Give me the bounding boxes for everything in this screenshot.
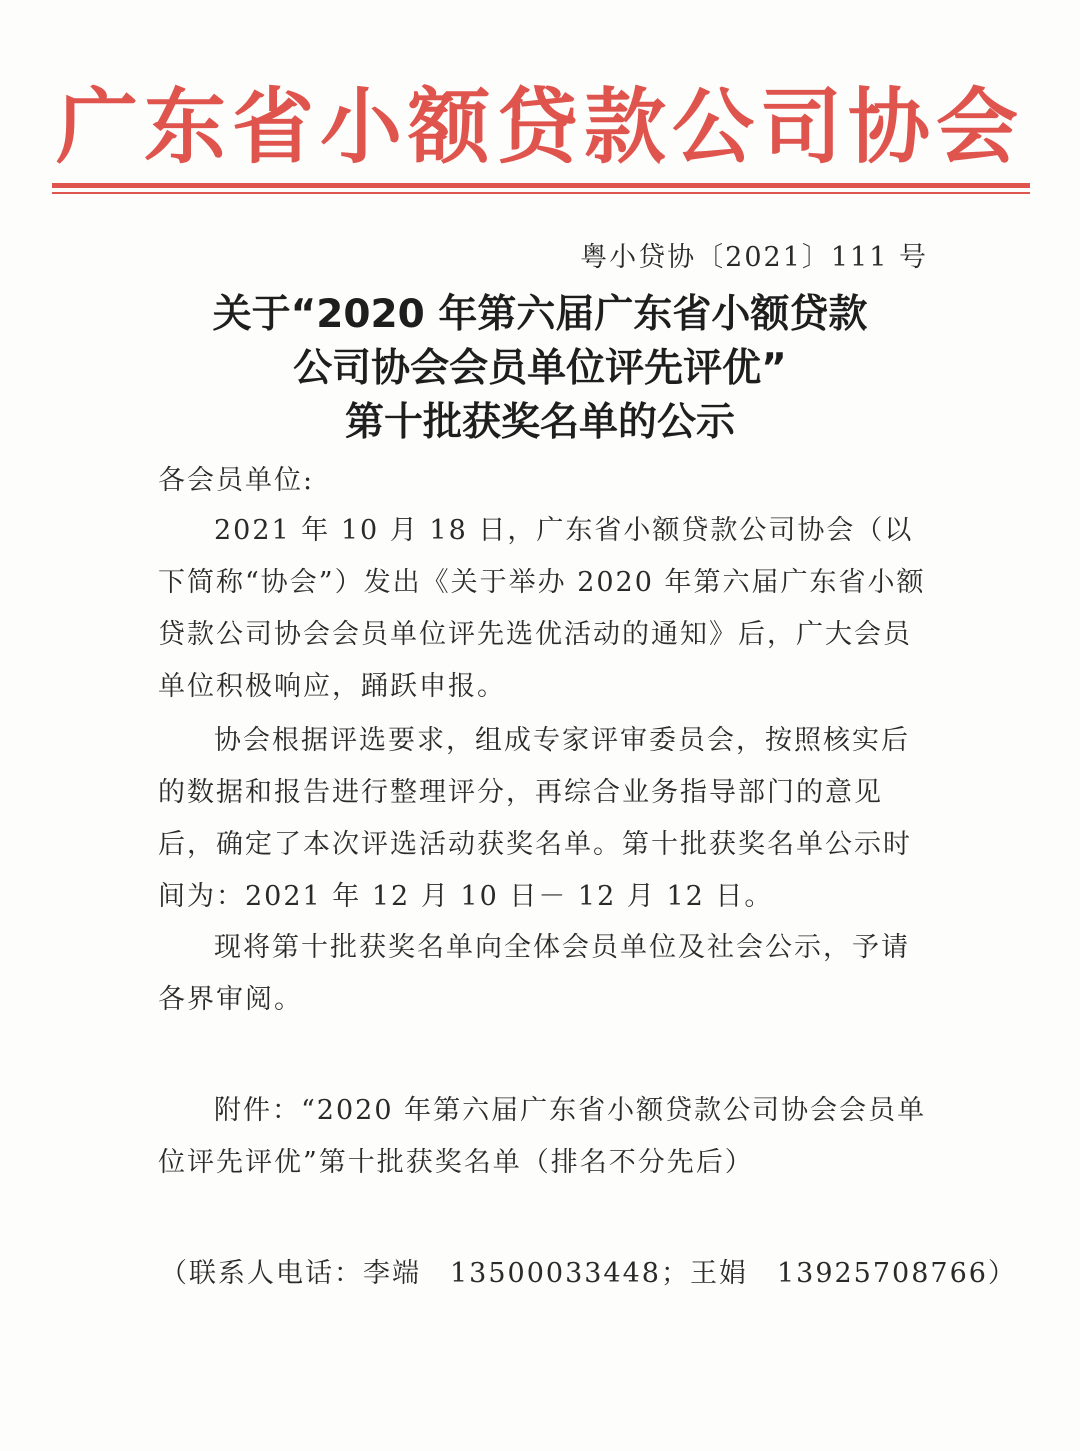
body-paragraph-2: 协会根据评选要求，组成专家评审委员会，按照核实后的数据和报告进行整理评分，再综合业务指导部门的意见后，确定了本次评选活动获奖名单。第十批获奖名单公示时间为：2021 年 12 月 10 日－ 12 月 12 日。 [158,725,912,912]
document-title [140,288,940,450]
body-paragraph-1: 2021 年 10 月 18 日，广东省小额贷款公司协会（以下简称“协会”）发出《关于举办 2020 年第六届广东省小额贷款公司协会会员单位评先选优活动的通知》后，广大会员单位积极响应，踊跃申报。 [158,515,926,702]
title-line-1: 关于“2020 年第六届广东省小额贷款 [212,292,868,337]
salutation: 各会员单位: [158,465,315,496]
title-line-2: 公司协会会员单位评先评优” [293,346,787,391]
body-paragraph-3: 现将第十批获奖名单向全体会员单位及社会公示，予请各界审阅。 [158,932,910,1015]
title-line-3: 第十批获奖名单的公示 [344,400,735,445]
organization-letterhead: 广东省小额贷款公司协会 [55,80,1024,175]
attachment-note: 附件：“2020 年第六届广东省小额贷款公司协会会员单位评先评优”第十批获奖名单（排名不分先后） [158,1095,927,1178]
contact-info: （联系人电话：李端 13500033448；王娟 13925708766） [160,1258,1017,1289]
letterhead-rule-thin [52,192,1030,194]
document-number: 粤小贷协〔2021〕111 号 [580,242,928,273]
letterhead-rule-thick [52,183,1030,188]
